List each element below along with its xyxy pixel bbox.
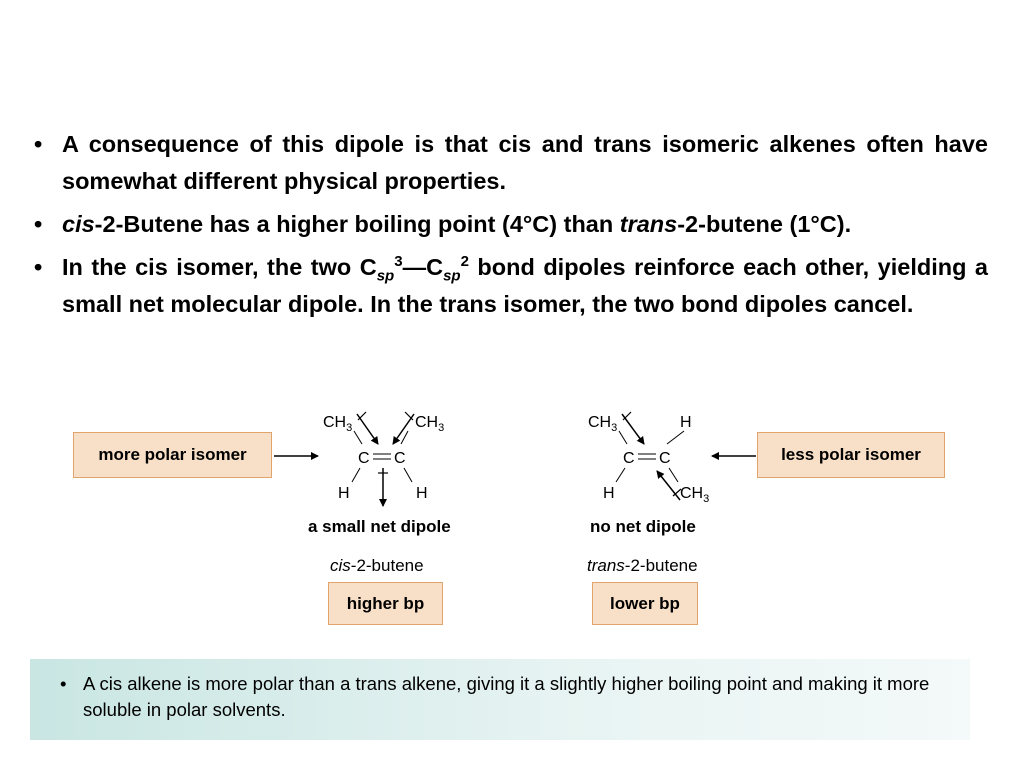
bullet-dot: • xyxy=(34,211,43,237)
cis-name xyxy=(330,556,424,576)
atom-ch3: $CH_3$ xyxy=(323,414,353,434)
higher-bp-box: higher bp xyxy=(328,582,443,625)
cis-molecule xyxy=(323,412,444,506)
cis-name-italic: cis xyxy=(330,556,351,575)
atom-c: C xyxy=(358,450,370,467)
trans-name-italic: trans xyxy=(587,556,625,575)
atom-ch3: $CH_3$ xyxy=(680,485,710,505)
trans-name xyxy=(587,556,698,576)
subscript-sp: sp xyxy=(376,267,395,285)
summary-text: A cis alkene is more polar than a trans alkene, giving it a slightly higher boiling point and making it more soluble in polar solvents. xyxy=(83,673,930,720)
lower-bp-box: lower bp xyxy=(592,582,698,625)
text-segment: bond dipoles reinforce each other, yielding a small net molecular dipole. In the trans isomer, the two bond dipoles cancel. xyxy=(62,254,988,317)
atom-h: H xyxy=(416,485,428,502)
bullet-text: A consequence of this dipole is that cis and trans isomeric alkenes often have somewhat different physical properties. xyxy=(62,131,988,194)
atom-c: C xyxy=(659,450,671,467)
superscript: 3 xyxy=(394,253,403,271)
cis-name-rest: -2-butene xyxy=(350,556,424,575)
summary-item xyxy=(60,671,960,723)
text-segment: In the cis isomer, the two C xyxy=(62,254,377,280)
italic-cis: cis xyxy=(62,211,95,237)
summary-bullet: • xyxy=(60,673,67,694)
less-polar-isomer-box: less polar isomer xyxy=(757,432,945,478)
atom-h: H xyxy=(603,485,615,502)
atom-ch3: $CH_3$ xyxy=(415,414,445,434)
atom-ch3: $CH_3$ xyxy=(588,414,618,434)
atom-c: C xyxy=(623,450,635,467)
summary-banner xyxy=(30,659,970,740)
text-segment: —C xyxy=(402,254,444,280)
bullet-dot: • xyxy=(34,131,43,157)
atom-h: H xyxy=(338,485,350,502)
cis-dipole-label: a small net dipole xyxy=(308,517,451,536)
trans-name-rest: -2-butene xyxy=(624,556,698,575)
atom-h: H xyxy=(680,414,692,431)
trans-dipole-label: no net dipole xyxy=(590,517,696,536)
text-segment: -2-Butene has a higher boiling point (4°C) than xyxy=(94,211,620,237)
italic-trans: trans xyxy=(619,211,678,237)
text-segment: -2-butene (1°C). xyxy=(677,211,852,237)
superscript: 2 xyxy=(460,253,469,271)
bullet-dot: • xyxy=(34,254,43,280)
subscript-sp: sp xyxy=(443,267,461,285)
trans-molecule xyxy=(588,412,709,505)
atom-c: C xyxy=(394,450,406,467)
more-polar-isomer-box: more polar isomer xyxy=(73,432,272,478)
